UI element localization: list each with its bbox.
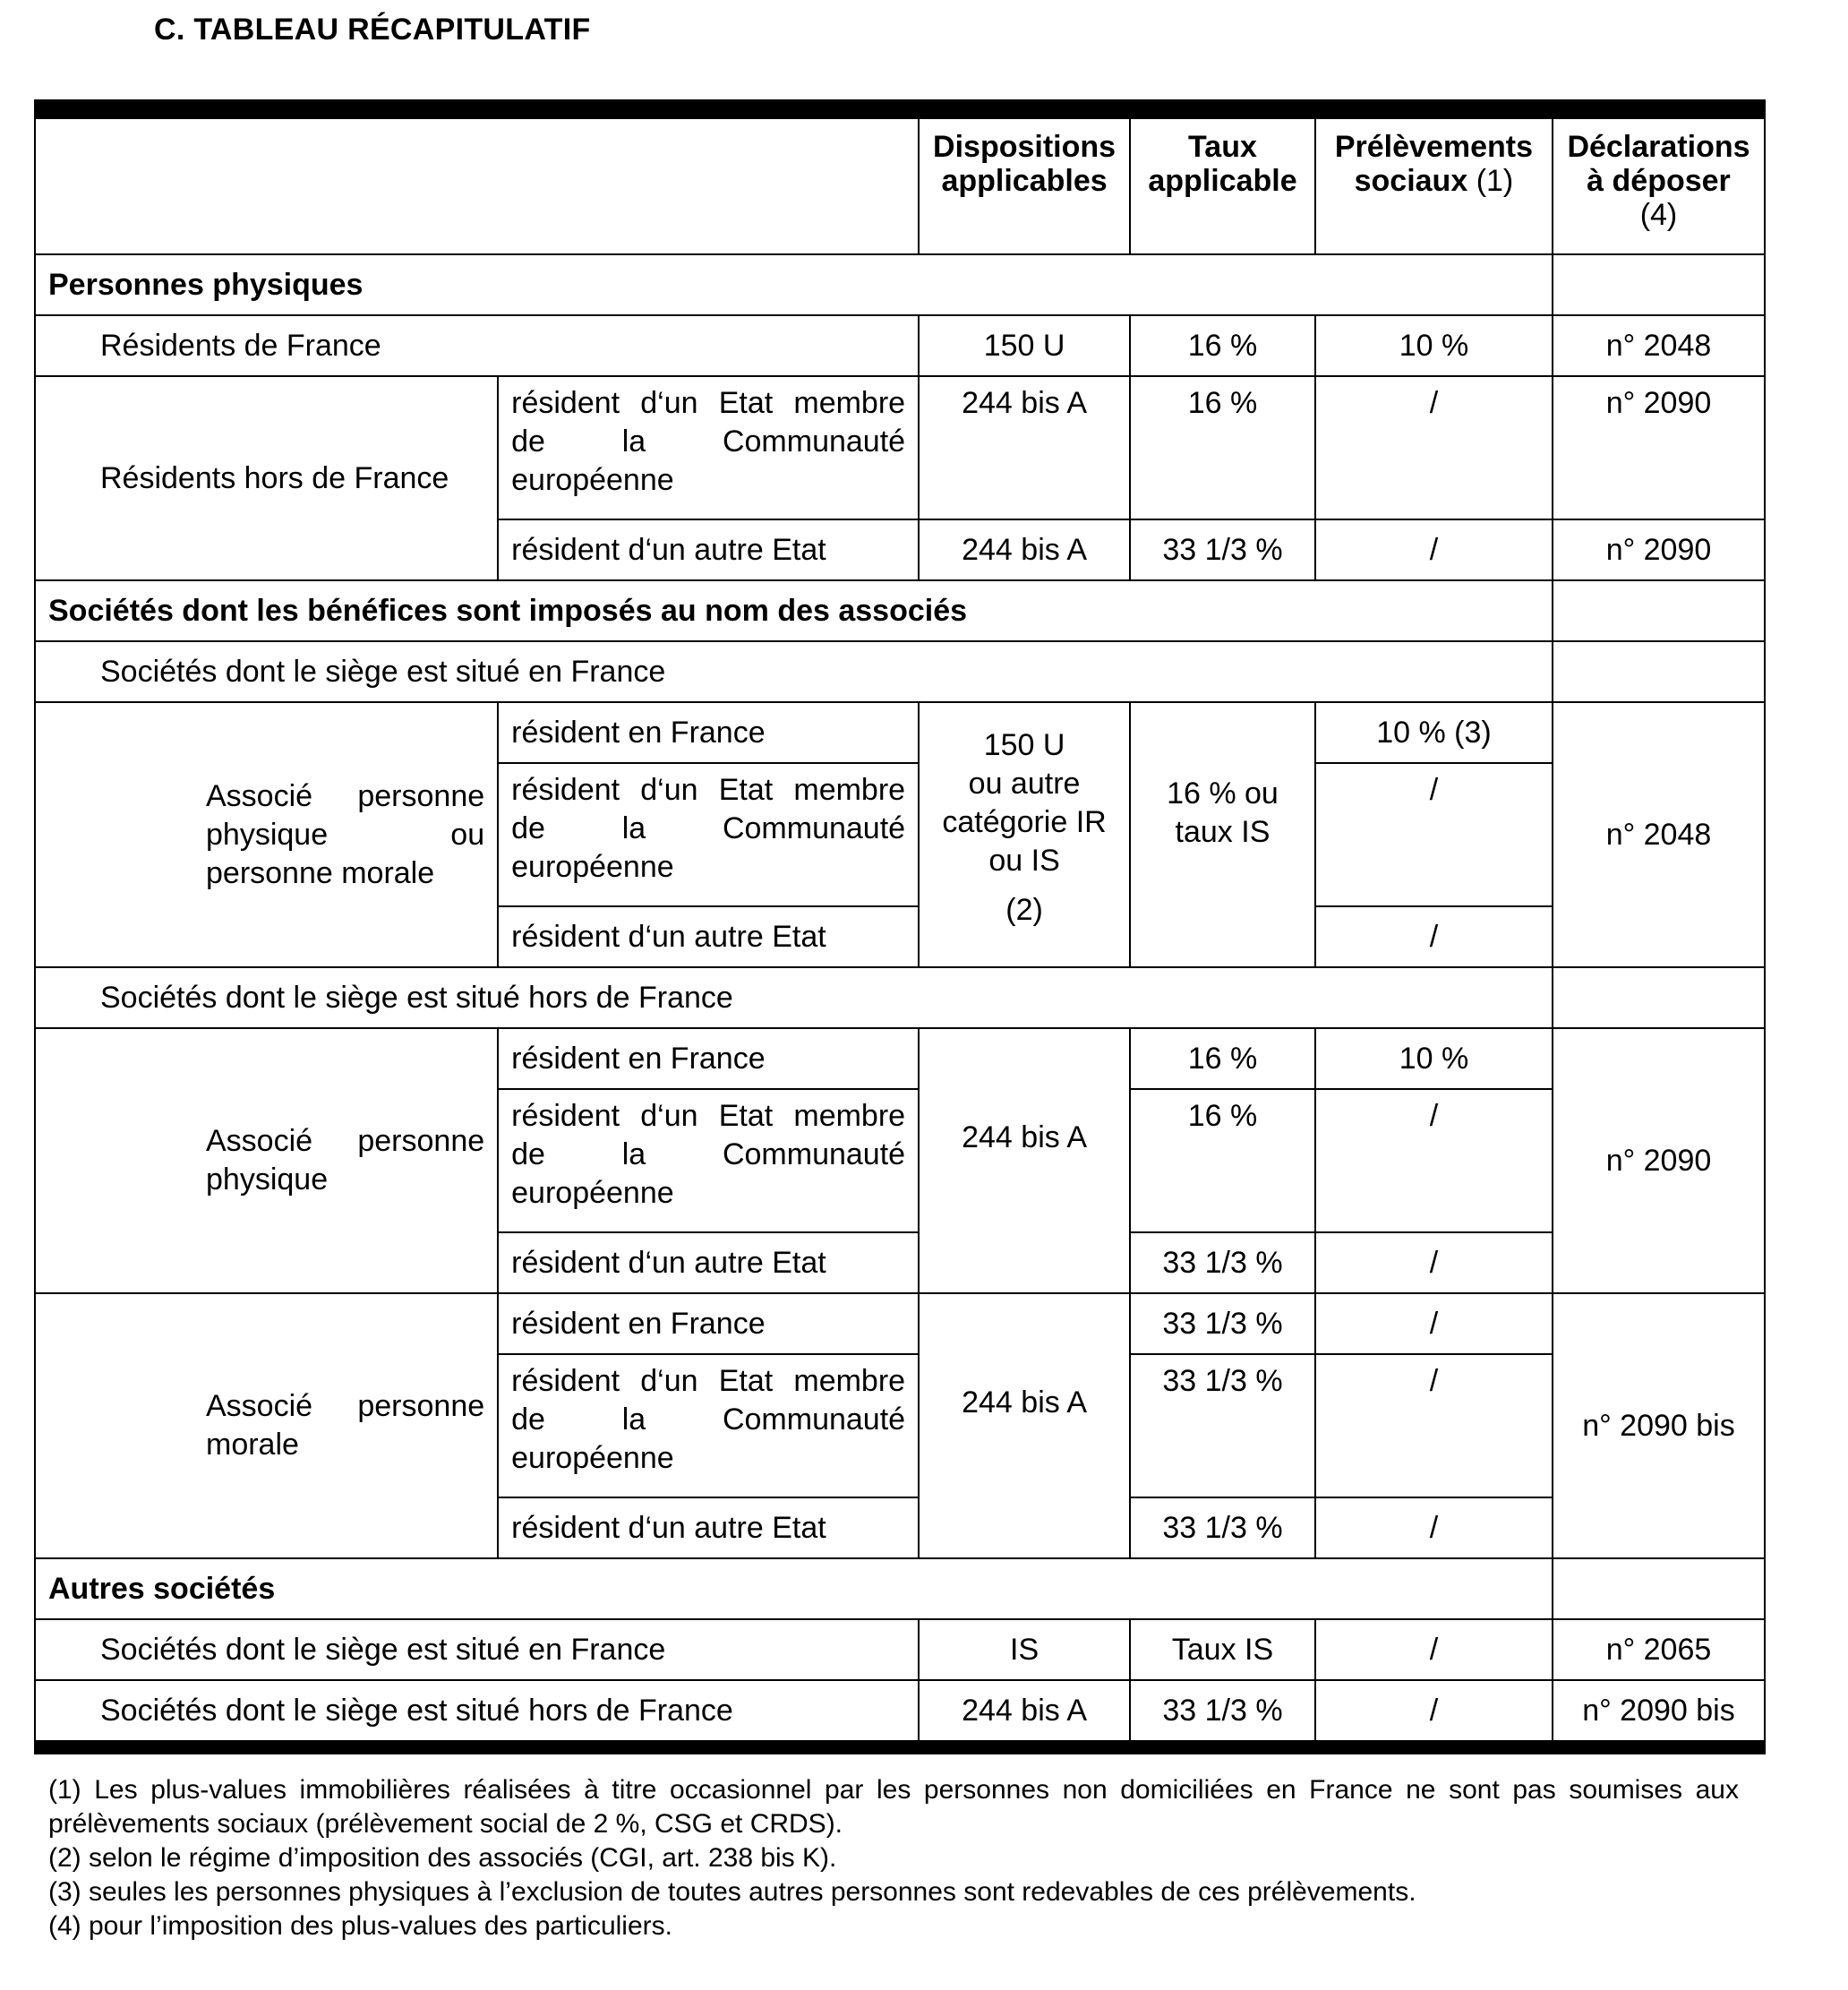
section-title: Sociétés dont les bénéfices sont imposés au nom des associés [35, 580, 1553, 641]
taux-cell: 33 1/3 % [1130, 519, 1315, 580]
prelevements-cell: / [1315, 1089, 1553, 1232]
group-label: Associé personne morale [35, 1293, 498, 1558]
header-taux: Taux applicable [1130, 118, 1315, 254]
row-label: Sociétés dont le siège est situé en France [35, 1619, 919, 1680]
row-label: résident d‘un Etat membre de la Communauté européenne [498, 1354, 919, 1497]
table-row [35, 376, 1765, 519]
taux-cell: 16 % [1130, 315, 1315, 376]
taux-cell: 16 % [1130, 1028, 1315, 1089]
empty-cell [1553, 580, 1765, 641]
row-label: résident d‘un autre Etat [498, 906, 919, 967]
prelevements-cell: / [1315, 906, 1553, 967]
prelevements-cell: / [1315, 1232, 1553, 1293]
row-label: Résidents de France [35, 315, 919, 376]
footnote: (1) Les plus-values immobilières réalisées à titre occasionnel par les personnes non domiciliées en France ne sont pas soumises aux prélèvements sociaux (prélèvement social de 2 %, CSG et CRDS). [48, 1775, 1739, 1839]
prelevements-cell: / [1315, 376, 1553, 519]
taux-cell: 16 % [1130, 376, 1315, 519]
subsection-title: Sociétés dont le siège est situé hors de France [35, 967, 1553, 1028]
taux-cell: 33 1/3 % [1130, 1293, 1315, 1354]
dispositions-cell: 244 bis A [919, 1293, 1130, 1558]
dispositions-cell: 150 U ou autre catégorie IR ou IS (2) [919, 702, 1130, 967]
dispositions-cell: 244 bis A [919, 519, 1130, 580]
taux-cell: 16 % ou taux IS [1130, 702, 1315, 967]
row-label: résident en France [498, 1293, 919, 1354]
declarations-cell: n° 2090 [1553, 1028, 1765, 1293]
group-label: Associé personne physique ou personne morale [35, 702, 498, 967]
header-prelevements: Prélèvements sociaux (1) [1315, 118, 1553, 254]
table-row [35, 1680, 1765, 1741]
prelevements-cell: / [1315, 1497, 1553, 1558]
summary-table [34, 99, 1766, 1754]
taux-cell: 33 1/3 % [1130, 1680, 1315, 1741]
dispositions-cell: IS [919, 1619, 1130, 1680]
empty-cell [1553, 967, 1765, 1028]
footnote: (3) seules les personnes physiques à l’exclusion de toutes autres personnes sont redevables de ces prélèvements. [48, 1877, 1416, 1907]
row-label: résident en France [498, 1028, 919, 1089]
row-label: résident d‘un Etat membre de la Communauté européenne [498, 1089, 919, 1232]
declarations-cell: n° 2090 [1553, 376, 1765, 519]
page-title: C. TABLEAU RÉCAPITULATIF [154, 13, 591, 47]
footnote: (2) selon le régime d’imposition des associés (CGI, art. 238 bis K). [48, 1843, 837, 1873]
row-label: résident d‘un autre Etat [498, 519, 919, 580]
taux-cell: 16 % [1130, 1089, 1315, 1232]
declarations-cell: n° 2048 [1553, 315, 1765, 376]
section-row [35, 580, 1765, 641]
table-row [35, 1619, 1765, 1680]
prelevements-cell: / [1315, 763, 1553, 906]
declarations-cell: n° 2090 bis [1553, 1293, 1765, 1558]
row-label: Sociétés dont le siège est situé hors de France [35, 1680, 919, 1741]
taux-cell: 33 1/3 % [1130, 1232, 1315, 1293]
table-row [35, 702, 1765, 763]
taux-cell: Taux IS [1130, 1619, 1315, 1680]
dispositions-cell: 244 bis A [919, 376, 1130, 519]
dispositions-cell: 244 bis A [919, 1028, 1130, 1293]
section-row [35, 1558, 1765, 1619]
empty-cell [1553, 1558, 1765, 1619]
prelevements-cell: 10 % (3) [1315, 702, 1553, 763]
group-label: Associé personne physique [35, 1028, 498, 1293]
row-label: résident d‘un Etat membre de la Communauté européenne [498, 763, 919, 906]
empty-cell [1553, 641, 1765, 702]
declarations-cell: n° 2065 [1553, 1619, 1765, 1680]
section-row [35, 254, 1765, 315]
header-empty-cell [35, 118, 919, 254]
section-title: Autres sociétés [35, 1558, 1553, 1619]
declarations-cell: n° 2048 [1553, 702, 1765, 967]
taux-cell: 33 1/3 % [1130, 1497, 1315, 1558]
dispositions-cell: 150 U [919, 315, 1130, 376]
footnotes [48, 1773, 1739, 1943]
header-dispositions: Dispositions applicables [919, 118, 1130, 254]
prelevements-cell: 10 % [1315, 315, 1553, 376]
prelevements-cell: / [1315, 1619, 1553, 1680]
empty-cell [1553, 254, 1765, 315]
row-label: résident d‘un autre Etat [498, 1232, 919, 1293]
header-declarations: Déclarations à déposer (4) [1553, 118, 1765, 254]
row-label: résident en France [498, 702, 919, 763]
declarations-cell: n° 2090 [1553, 519, 1765, 580]
section-title: Personnes physiques [35, 254, 1553, 315]
prelevements-cell: 10 % [1315, 1028, 1553, 1089]
table-row [35, 315, 1765, 376]
prelevements-cell: / [1315, 1680, 1553, 1741]
table-header-row [35, 118, 1765, 254]
taux-cell: 33 1/3 % [1130, 1354, 1315, 1497]
prelevements-cell: / [1315, 1293, 1553, 1354]
subsection-row [35, 967, 1765, 1028]
subsection-title: Sociétés dont le siège est situé en France [35, 641, 1553, 702]
row-label: résident d‘un Etat membre de la Communauté européenne [498, 376, 919, 519]
subsection-row [35, 641, 1765, 702]
prelevements-cell: / [1315, 519, 1553, 580]
row-label: résident d‘un autre Etat [498, 1497, 919, 1558]
declarations-cell: n° 2090 bis [1553, 1680, 1765, 1741]
table-row [35, 1293, 1765, 1354]
prelevements-cell: / [1315, 1354, 1553, 1497]
dispositions-cell: 244 bis A [919, 1680, 1130, 1741]
footnote: (4) pour l’imposition des plus-values des particuliers. [48, 1911, 672, 1941]
group-label: Résidents hors de France [35, 376, 498, 580]
table-row [35, 1028, 1765, 1089]
